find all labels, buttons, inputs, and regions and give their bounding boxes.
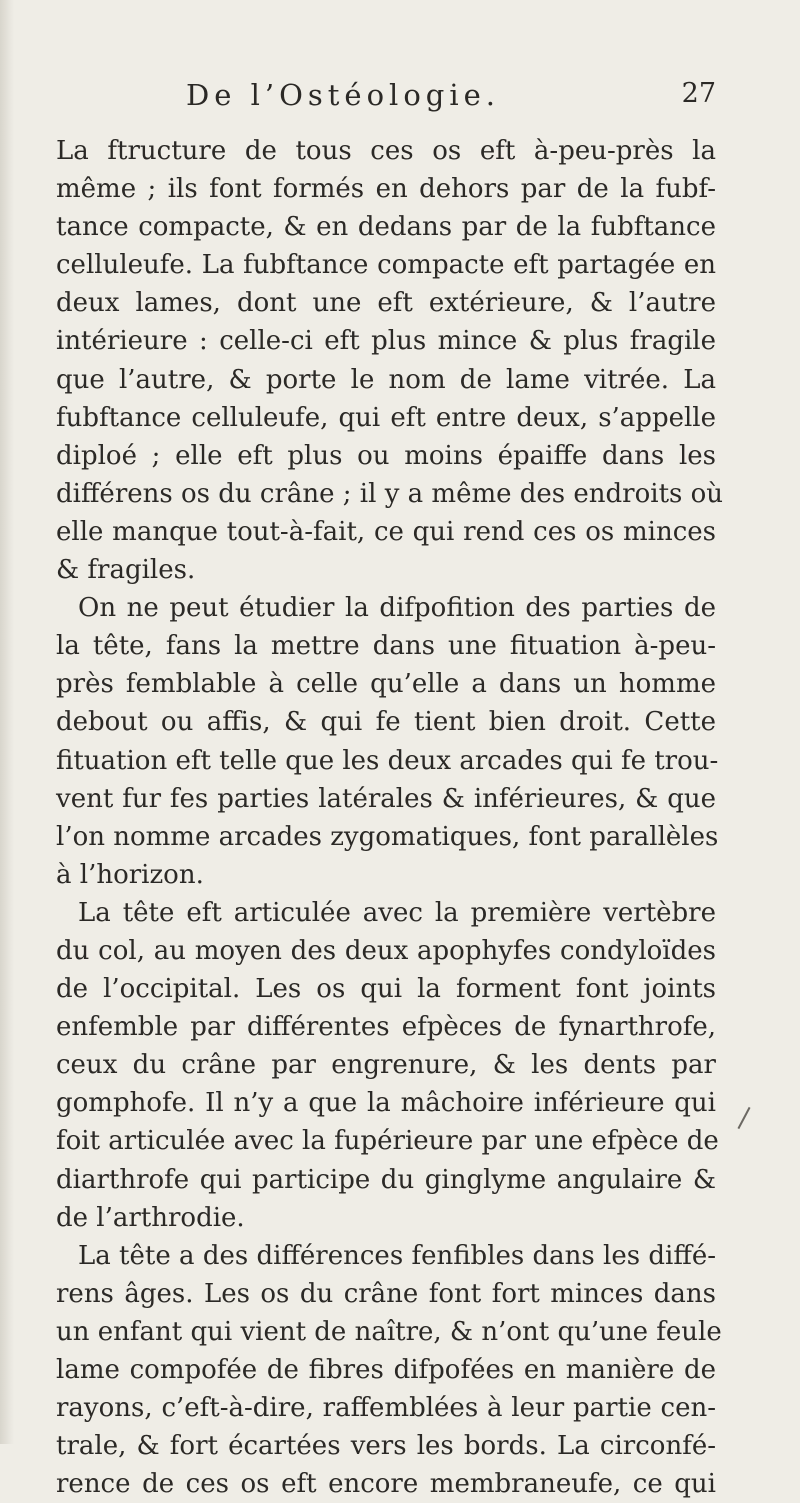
text-line: fubftance celluleufe, qui eft entre deux, s’appelle <box>56 402 716 433</box>
text-line: diploé ; elle eft plus ou moins épaiffe dans les <box>56 440 716 471</box>
text-line: fituation eft telle que les deux arcades qui fe trou- <box>56 745 719 776</box>
text-line: rens âges. Les os du crâne font fort minces dans <box>56 1278 716 1309</box>
text-line: intérieure : celle-ci eft plus mince & plus fragile <box>56 326 716 357</box>
paragraph-start-line: La tête a des différences fenfibles dans les diffé- <box>78 1240 716 1271</box>
text-line: à l’horizon. <box>56 859 204 890</box>
margin-stroke-mark <box>737 1107 750 1129</box>
running-title: De l’Ostéologie. <box>186 78 501 112</box>
text-line: La ftructure de tous ces os eft à-peu-près la <box>56 136 716 166</box>
text-line: foit articulée avec la fupérieure par une efpèce de <box>56 1126 719 1157</box>
text-line: de l’arthrodie. <box>56 1202 245 1233</box>
text-line: rence de ces os eft encore membraneufe, ce qui <box>56 1469 716 1500</box>
text-line: l’on nomme arcades zygomatiques, font parallèles <box>56 821 719 852</box>
page-gutter-shadow <box>0 0 14 1444</box>
text-line: de l’occipital. Les os qui la forment font joints <box>56 974 716 1005</box>
page-number: 27 <box>681 78 716 109</box>
paragraph-start-line: On ne peut étudier la difpofition des parties de <box>78 593 716 624</box>
text-line: diarthrofe qui participe du ginglyme angulaire & <box>56 1164 716 1195</box>
text-line: deux lames, dont une eft extérieure, & l’autre <box>56 288 716 319</box>
text-line: celluleufe. La fubftance compacte eft partagée en <box>56 250 716 281</box>
body-text <box>56 132 724 1503</box>
text-line: gomphofe. Il n’y a que la mâchoire inférieure qui <box>56 1088 716 1119</box>
text-line: & fragiles. <box>56 555 196 586</box>
text-line: ceux du crâne par engrenure, & les dents par <box>56 1050 716 1081</box>
text-line: tance compacte, & en dedans par de la fubftance <box>56 212 716 243</box>
paragraph-start-line: La tête eft articulée avec la première vertèbre <box>78 897 716 928</box>
text-line: trale, & fort écartées vers les bords. La circonfé- <box>56 1431 716 1462</box>
text-line: différens os du crâne ; il y a même des endroits où <box>56 478 724 509</box>
text-line: la tête, fans la mettre dans une fituation à-peu- <box>56 631 716 662</box>
text-line: vent fur fes parties latérales & inférieures, & que <box>56 783 716 814</box>
text-line: debout ou affis, & qui fe tient bien droit. Cette <box>56 707 716 738</box>
text-line: même ; ils font formés en dehors par de la fubf- <box>56 174 716 205</box>
text-line: lame compofée de fibres difpofées en manière de <box>56 1355 716 1385</box>
text-line: que l’autre, & porte le nom de lame vitrée. La <box>56 364 716 395</box>
text-line: rayons, c’eft-à-dire, raffemblées à leur partie cen- <box>56 1393 716 1424</box>
text-line: près femblable à celle qu’elle a dans un homme <box>56 669 716 700</box>
text-line: du col, au moyen des deux apophyfes condyloïdes <box>56 935 716 966</box>
running-head <box>186 78 716 118</box>
text-line: un enfant qui vient de naître, & n’ont qu’une feule <box>56 1316 722 1347</box>
text-line: enfemble par différentes efpèces de fynarthrofe, <box>56 1012 716 1043</box>
text-line: elle manque tout-à-fait, ce qui rend ces os minces <box>56 516 716 547</box>
